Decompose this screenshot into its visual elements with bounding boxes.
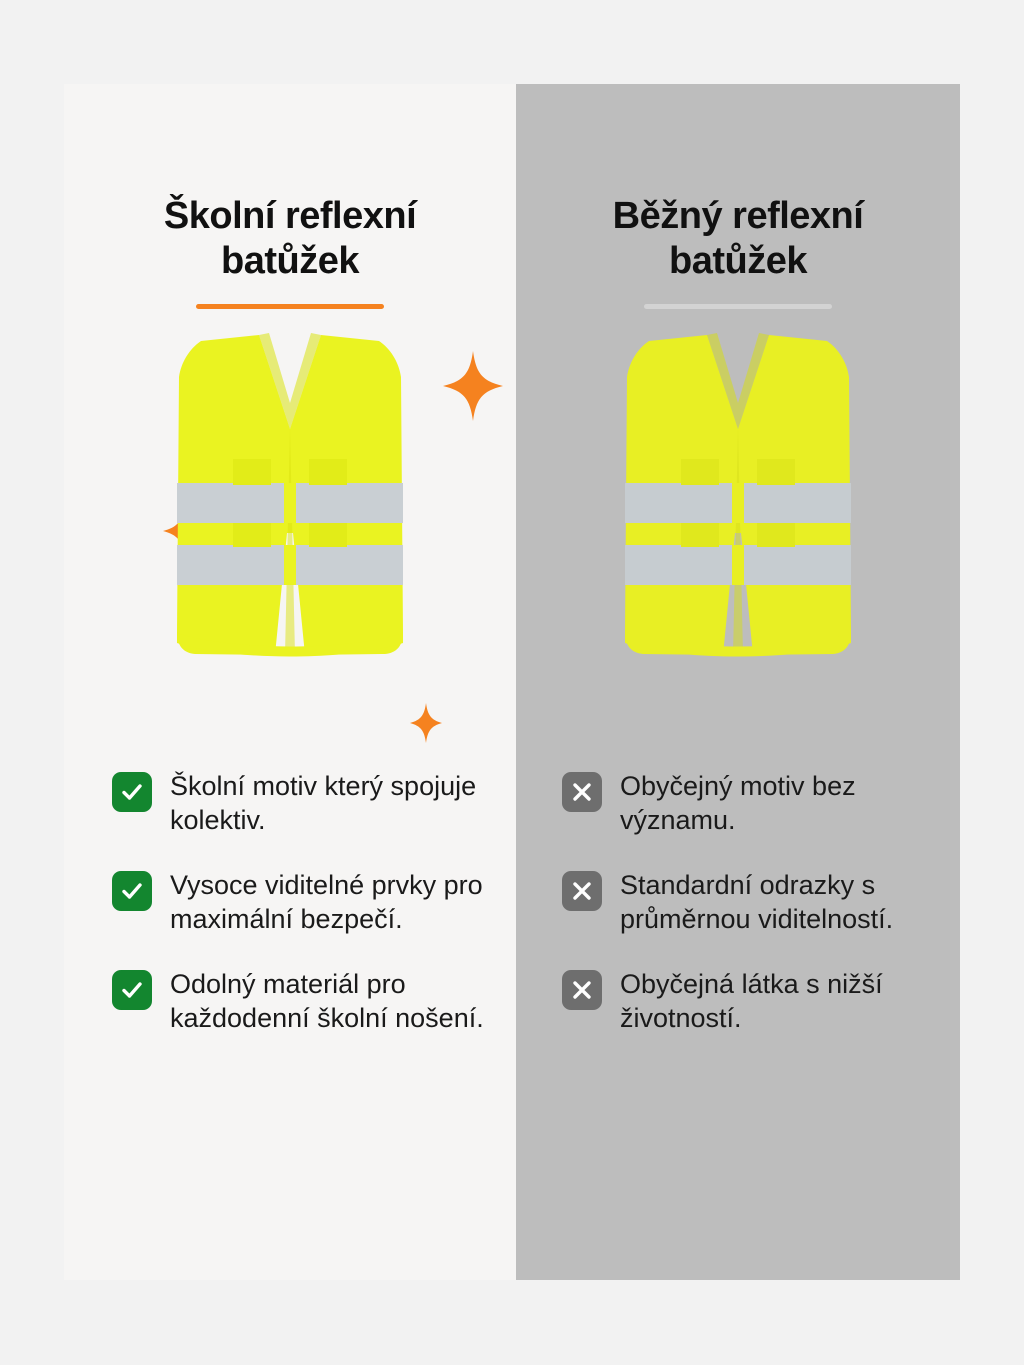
left-feature-list (64, 769, 516, 1036)
safety-vest-illustration (171, 333, 409, 663)
check-icon (112, 871, 152, 911)
check-icon (112, 970, 152, 1010)
list-item-text: Obyčejný motiv bez významu. (620, 770, 856, 836)
list-item (562, 769, 930, 838)
safety-vest-illustration (619, 333, 857, 663)
sparkle-icon (442, 351, 504, 421)
list-item-text: Obyčejná látka s nižší životností. (620, 968, 883, 1034)
list-item-text: Vysoce viditelné prvky pro maximální bezpečí. (170, 869, 483, 935)
list-item (112, 967, 486, 1036)
left-column-title: Školní reflexní batůžek (163, 195, 417, 282)
list-item-text: Standardní odrazky s průměrnou viditelností. (620, 869, 894, 935)
cross-icon (562, 970, 602, 1010)
cross-icon (562, 772, 602, 812)
right-vest-illustration-wrap (516, 323, 960, 743)
cross-icon (562, 871, 602, 911)
left-vest-illustration-wrap (64, 323, 516, 743)
check-icon (112, 772, 152, 812)
right-title-underline (644, 304, 832, 309)
sparkle-icon (409, 703, 443, 743)
list-item (562, 967, 930, 1036)
column-common-vest (516, 84, 960, 1280)
list-item-text: Odolný materiál pro každodenní školní nošení. (170, 968, 484, 1034)
list-item (562, 868, 930, 937)
column-school-vest (64, 84, 516, 1280)
right-column-title: Běžný reflexní batůžek (612, 195, 864, 282)
list-item (112, 868, 486, 937)
list-item (112, 769, 486, 838)
right-feature-list (516, 769, 960, 1036)
list-item-text: Školní motiv který spojuje kolektiv. (170, 770, 477, 836)
left-title-underline (196, 304, 384, 309)
comparison-board (64, 84, 960, 1280)
